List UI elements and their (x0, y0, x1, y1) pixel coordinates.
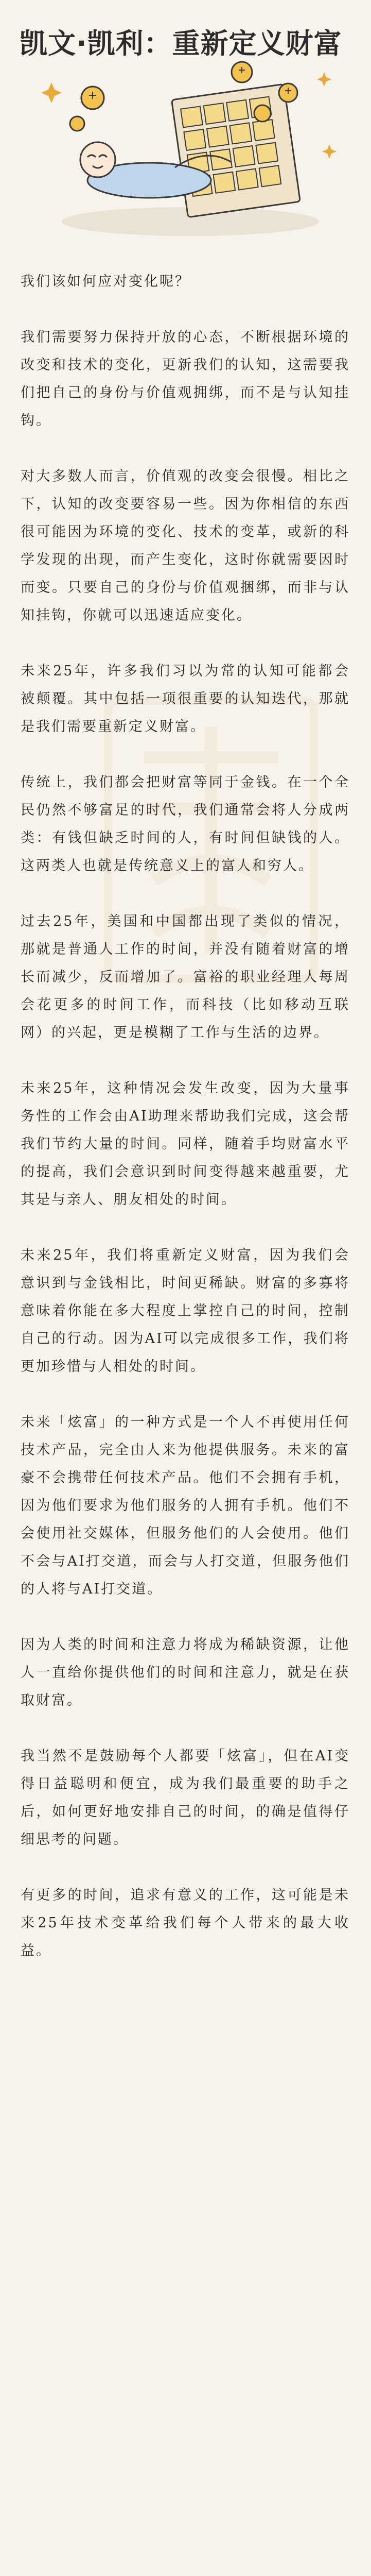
paragraph: 因为人类的时间和注意力将成为稀缺资源，让他人一直给你提供他们的时间和注意力，就是在获取财富。 (21, 1637, 350, 1708)
paragraph: 过去25年，美国和中国都出现了类似的情况，那就是普通人工作的时间，并没有随着财富的增长而减少，反而增加了。富裕的职业经理人每周会花更多的时间工作，而科技（比如移动互联网）的兴起，更是模糊了工作与生活的边界。 (21, 913, 350, 1041)
article-title: 凯文·凯利：重新定义财富 (20, 27, 342, 60)
paragraph: 未来25年，许多我们习以为常的认知可能都会被颠覆。其中包括一项很重要的认知迭代，那就是我们需要重新定义财富。 (21, 663, 350, 735)
paragraph: 传统上，我们都会把财富等同于金钱。在一个全民仍然不够富足的时代，我们通常会将人分成两类：有钱但缺乏时间的人，有时间但缺钱的人。这两类人也就是传统意义上的富人和穷人。 (21, 774, 350, 874)
paragraph: 对大多数人而言，价值观的改变会很慢。相比之下，认知的改变要容易一些。因为你相信的东西很可能因为环境的变化、技术的变革，或新的科学发现的出现，而产生变化，这时你就需要因时而变。只要自己的身份与价值观捆绑，而非与认知挂钩，你就可以迅速适应变化。 (21, 468, 350, 623)
paragraph: 未来「炫富」的一种方式是一个人不再使用任何技术产品，完全由人来为他提供服务。未来的富豪不会携带任何技术产品。他们不会拥有手机，因为他们要求为他们服务的人拥有手机。他们不会使用社交媒体，但服务他们的人会使用。他们不会与AI打交道，而会与人打交道，但服务他们的人将与AI打交道。 (21, 1414, 350, 1597)
paragraph: 我当然不是鼓励每个人都要「炫富」，但在AI变得日益聪明和便宜，成为我们最重要的助手之后，如何更好地安排自己的时间，的确是值得仔细思考的问题。 (21, 1748, 350, 1848)
article-body (21, 268, 350, 1993)
paragraph: 未来25年，我们将重新定义财富，因为我们会意识到与金钱相比，时间更稀缺。财富的多寡将意味着你能在多大程度上掌控自己的时间，控制自己的行动。因为AI可以完成很多工作，我们将更加珍惜与人相处的时间。 (21, 1247, 350, 1375)
paragraph: 未来25年，这种情况会发生改变，因为大量事务性的工作会由AI助理来帮助我们完成，这会帮我们节约大量的时间。同样，随着手均财富水平的提高，我们会意识到时间变得越来越重要，尤其是与亲人、朋友相处的时间。 (21, 1080, 350, 1208)
paragraph: 我们需要努力保持开放的心态，不断根据环境的改变和技术的变化，更新我们的认知，这需要我们把自己的身份与价值观拥绑，而不是与认知挂钩。 (21, 329, 350, 429)
hero-illustration (21, 52, 350, 242)
paragraph: 我们该如何应对变化呢？ (21, 274, 190, 290)
paragraph: 有更多的时间，追求有意义的工作，这可能是未来25年技术变革给我们每个人带来的最大收益。 (21, 1887, 350, 1959)
